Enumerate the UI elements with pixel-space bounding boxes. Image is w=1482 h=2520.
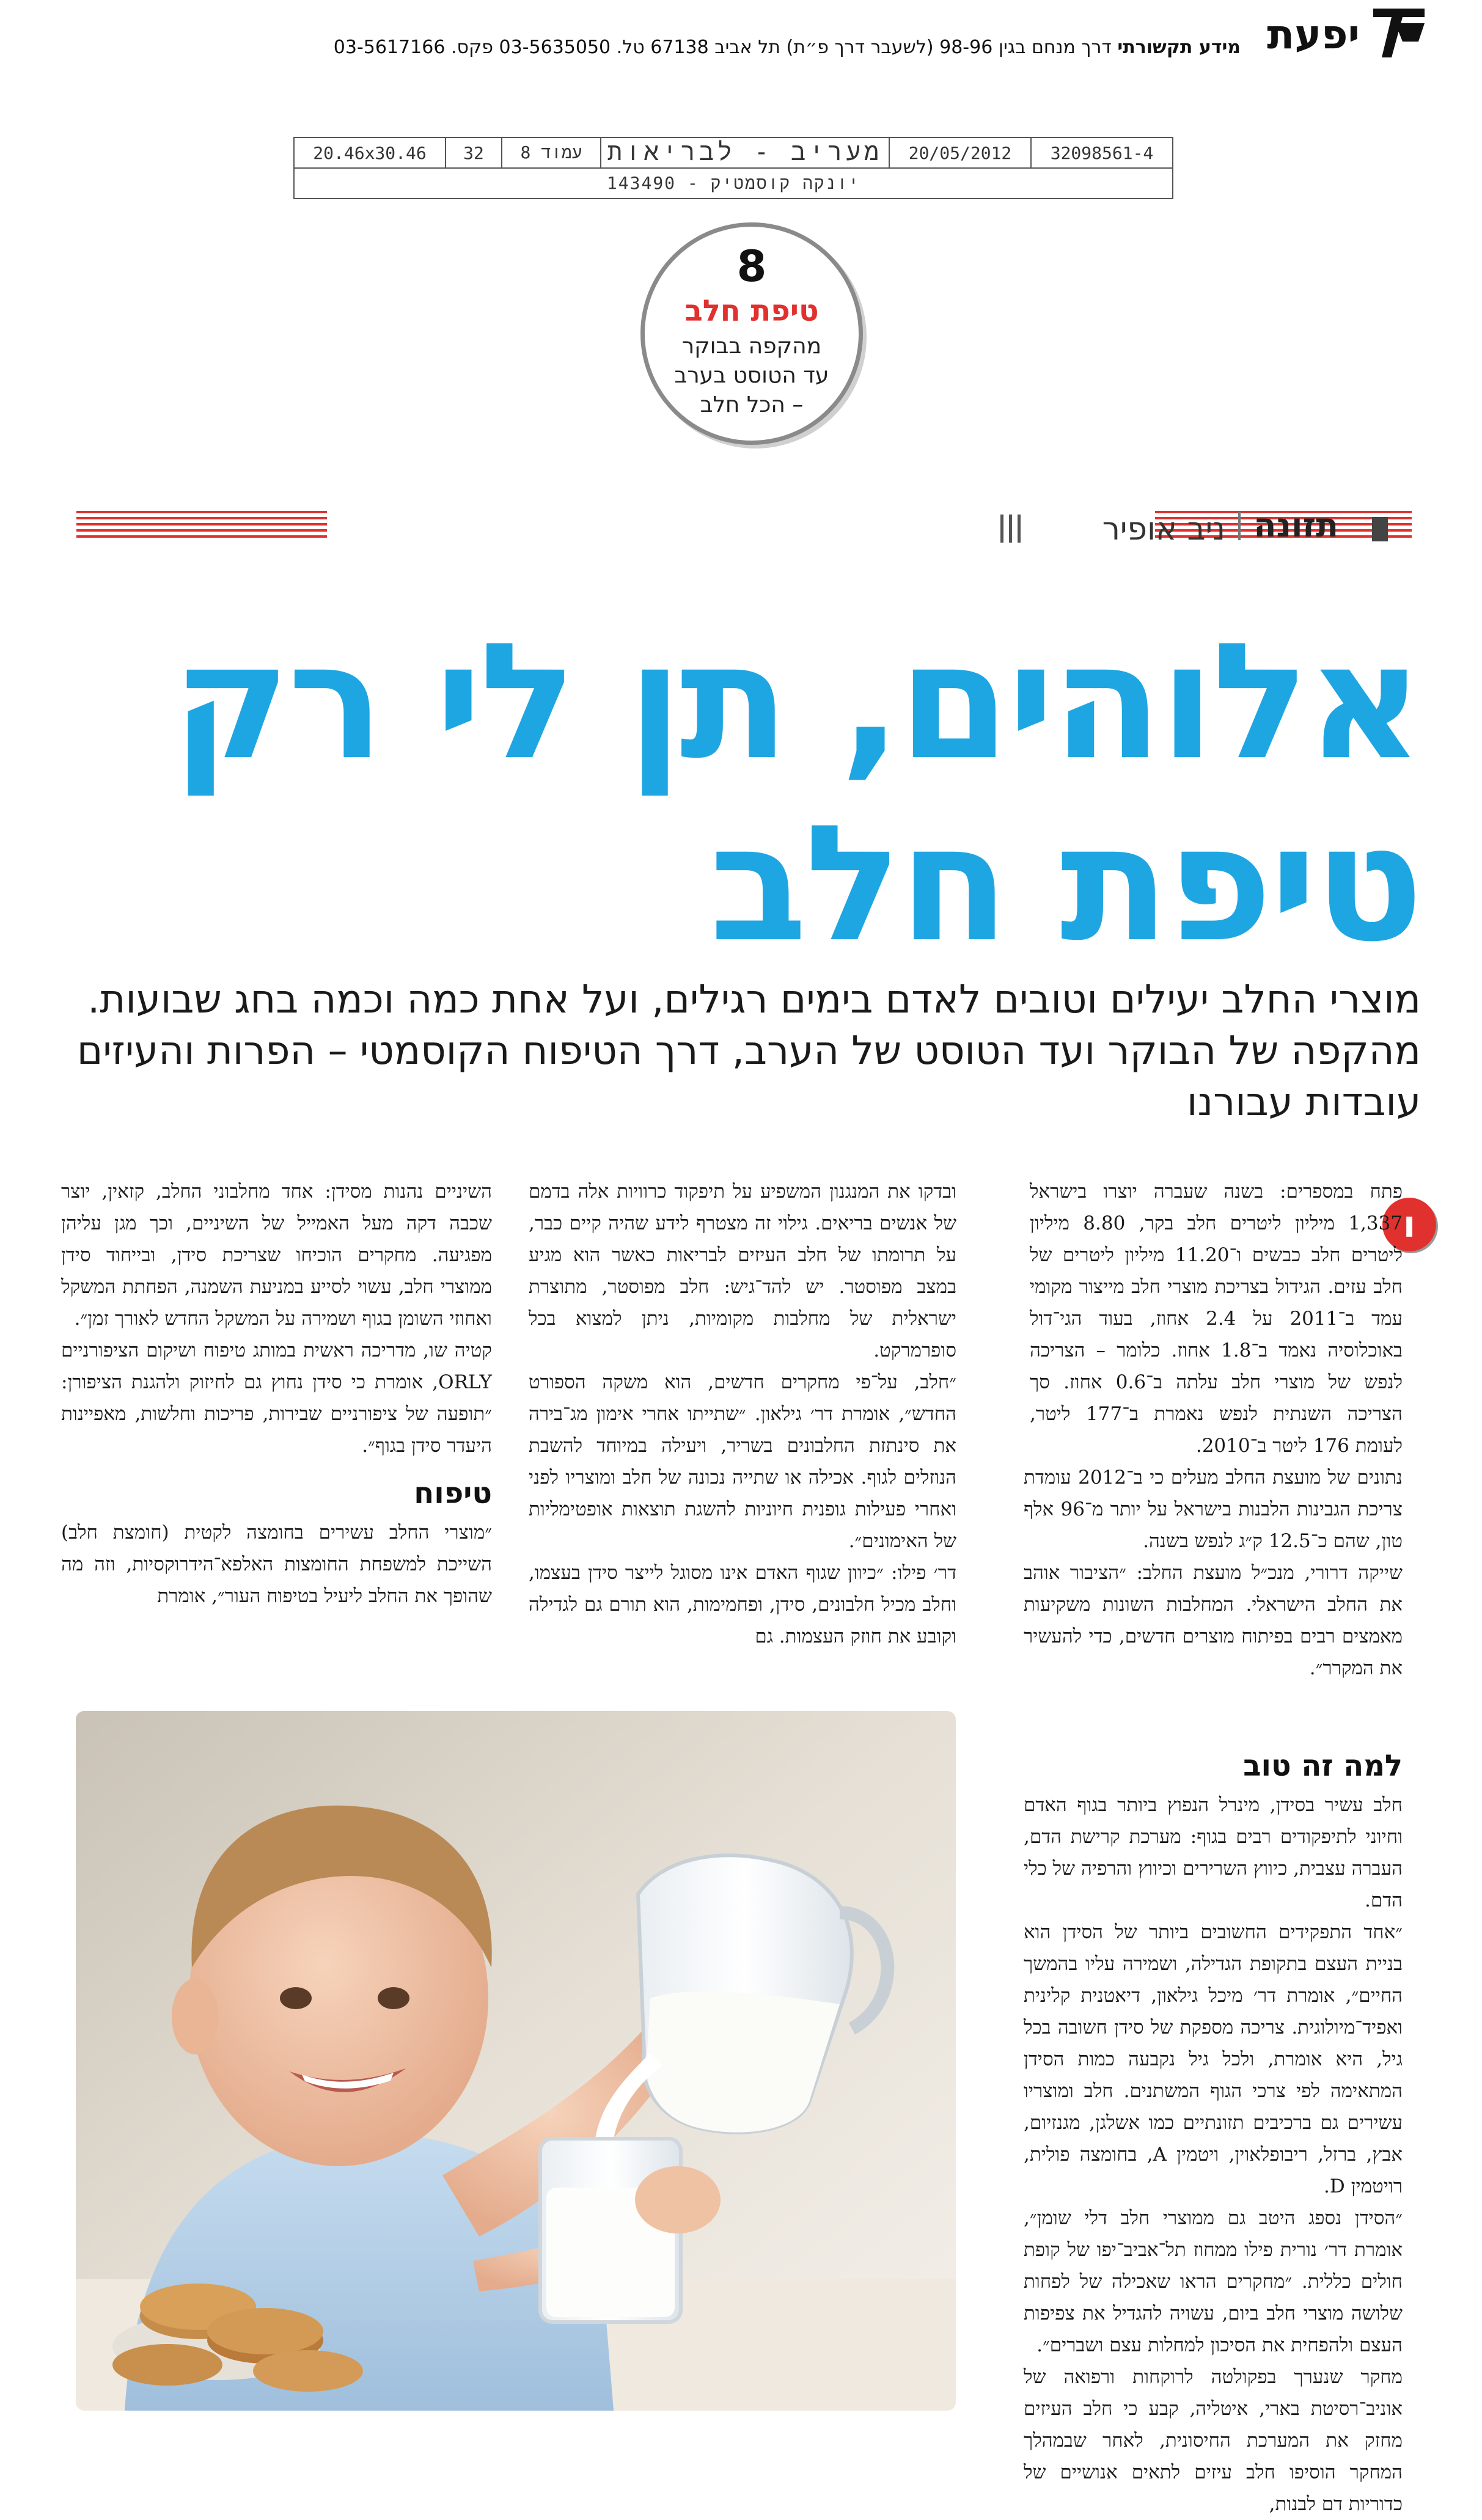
teaser-title: טיפת חלב — [684, 294, 819, 328]
body-paragraph: מחקר שנערך בפקולטה לרוקחות ורפואה של אוניב־רסיטת בארי, איטליה, קבע כי חלב העיזים מחזק את המערכת החיסונית, לאחר שבמהלך המחקר הוסיפו חלב עיזים לתאים אנושיים של כדוריות דם לבנות, — [1024, 2366, 1403, 2515]
clipping-dimensions: 20.46x30.46 — [313, 142, 427, 163]
article-lead: מוצרי החלב יעילים וטובים לאדם בימים רגילים, ועל אחת כמה וכמה בחג שבועות. מהקפה של הבוקר ועד הטוסט של הערב, דרך הטיפוח הקוסמטי – הפרות והעיזים עובדות עבורנו — [76, 977, 1421, 1125]
agency-address-line — [334, 37, 1241, 58]
clipping-metadata-table — [293, 137, 1173, 199]
publication-badge-icon: ו — [1382, 1198, 1436, 1251]
clipping-page-label: עמוד 8 — [501, 138, 600, 167]
body-paragraph: השיניים נהנות מסידן: אחד מחלבוני החלב, קזאין, יוצר שכבה דקה מעל האמייל של השיניים, וכך מגן עליהן מפגיעה. מחקרים הוכיחו שצריכת סידן, ובייחוד סידן ממוצרי חלב, עשוי לסייע במניעת השמנה, הפחתת המשקל ואחוזי השומן בגוף ושמירה על המשקל החדש לאורך זמן״. — [61, 1181, 492, 1330]
article-headline: אלוהים, תן לי רק טיפת חלב — [172, 609, 1421, 977]
clipping-page-size: 32 — [445, 138, 501, 167]
article-photo — [76, 1711, 956, 2411]
body-column-right-lower — [1024, 1748, 1403, 2520]
section-ticks — [995, 515, 1021, 545]
body-paragraph: חלב עשיר בסידן, מינרל הנפוץ ביותר בגוף האדם וחיוני לתיפקודים רבים בגוף: מערכת קרישת הדם, העברה עצבית, כיווץ השרירים וכיווץ והרפיה של כלי הדם. — [1024, 1794, 1403, 1911]
agency-name: יפעת — [1267, 11, 1360, 58]
body-paragraph: ״הסידן נספג היטב גם ממוצרי חלב דלי שומן״, אומרת דר׳ נורית פילו ממחוז תל־אביב־יפו של קופת חולים כללית. ״מחקרים הראו שאכילה של לפחות שלושה מוצרי חלב ביום, עשויה להגדיל את צפיפות העצם ולהפחית את הסיכון למחלות עצם ושברים״. — [1024, 2207, 1403, 2356]
section-rule-left — [76, 511, 327, 539]
agency-tagline: מידע תקשורתי — [1117, 37, 1241, 58]
teaser-number: 8 — [736, 241, 767, 291]
clipping-id: 32098561-4 — [1030, 138, 1172, 167]
body-column-middle — [529, 1176, 956, 1652]
boy-pouring-milk-illustration — [76, 1711, 956, 2411]
body-column-left — [61, 1176, 492, 1612]
teaser-text: מהקפה בבוקר עד הטוסט בערב – הכל חלב — [674, 334, 829, 417]
section-separator — [1238, 512, 1241, 540]
body-paragraph: דר׳ פילו: ״כיוון שגוף האדם אינו מסוגל לייצר סידן בעצמו, וחלב מכיל חלבונים, סידן, ופחמימות, הוא תורם גם לגדילה וקובע את חוזק העצמות. גם — [529, 1562, 956, 1647]
agency-address: דרך מנחם בגין 98-96 (לשעבר דרך פ״ת) תל אביב 67138 טל. 03-5635050 פקס. 03-5617166 — [333, 37, 1112, 58]
body-paragraph: נתונים של מועצת החלב מעלים כי ב־2012 עומדת צריכת הגבינות הלבנות בישראל על יותר מ־96 אלף טון, שהם כ־12.5 ק״ג לנפש בשנה. — [1024, 1467, 1403, 1552]
body-paragraph: ״אחד התפקידים החשובים ביותר של הסידן הוא בניית העצם בתקופת הגדילה, ושמירה עליו בהמשך החיים״, אומרת דר׳ מיכל גילאון, דיאטנית קלינית ואפיד־מיולוגית. צריכה מספקת של סידן חשובה בכל גיל, היא אומרת, ולכל גיל נקבעה כמות הסידן המתאימה לפי צרכי הגוף המשתנים. חלב ומוצריו עשירים גם ברכיבים תזונתיים כמו אשלגן, מגנזיום, אבץ, ברזל, ריבופלאוין, ויטמין A, בחומצה פולית, רויטמין D. — [1024, 1921, 1403, 2197]
clipping-publication: מעריב - לבריאות — [600, 138, 889, 167]
body-paragraph: פתח במספרים: בשנה שעברה יוצרו בישראל 1,337 מיליון ליטרים חלב בקר, 8.80 מיליון ליטרים חלב כבשים ו־11.20 מיליון ליטרים של חלב עזים. הגידול בצריכת מוצרי חלב מייצור מקומי עמד ב־2011 על 2.4 אחוז, בעוד הגי־דול באוכלוסיה נאמד ב־1.8 אחוז. כלומר – הצריכה לנפש של מוצרי חלב עלתה ב־0.6 אחוז. סך הצריכה השנתית לנפש נאמרת ב־177 ליטר, לעומת 176 ליטר ב־2010. — [1030, 1181, 1403, 1457]
body-paragraph: ובדקו את המנגנון המשפיע על תיפקוד כרוויות אלה בדמם של אנשים בריאים. גילוי זה מצטרף לידע שהיה קיים כבר, על תרומתו של חלב העיזים לבריאות כאשר הוא מגיע במצב מפוסטר. יש להד־גיש: חלב מפוסטר, מתוצרת ישראלית של מחלבות מקומיות, ניתן למצוא בכל סופרמרקט. — [529, 1181, 956, 1361]
body-paragraph: ״מוצרי החלב עשירים בחומצה לקטית (חומצת חלב) השייכת למשפחת החומצות האלפא־הידרוקסיות, וזה מה שהופך את החלב ליעיל בטיפוח העור״, אומרת — [61, 1522, 492, 1607]
clipping-date: 20/05/2012 — [889, 138, 1030, 167]
clipping-client-line: יונקה קוסמטיק - 143490 — [606, 172, 860, 193]
subheading-grooming: טיפוח — [414, 1476, 492, 1511]
article-author: ניב אופיר — [1102, 511, 1225, 548]
body-column-right — [1024, 1176, 1403, 1684]
section-label: תזונה — [1253, 506, 1338, 544]
body-paragraph: ״חלב, על־פי מחקרים חדשים, הוא משקה הספורט החדש״, אומרת דר׳ גילאון. ״שתייתו אחרי אימון מג־בירה את סינתזת החלבונים בשריר, ויעילה במיוחד להשבת הנוזלים לגוף. אכילה או שתייה נכונה של חלב ומוצריו לפני ואחרי פעילות גופנית חיוניות להשגת תוצאות אופטימליות של האימונים״. — [529, 1371, 956, 1552]
subheading-why-good: למה זה טוב — [1243, 1749, 1403, 1783]
body-paragraph: שייקה דרורי, מנכ״ל מועצת החלב: ״הציבור אוהב את החלב הישראלי. המחלבות השונות משקיעות מאמצים רבים בפיתוח מוצרים חדשים, כדי להעשיר את המקרר״. — [1024, 1562, 1403, 1679]
teaser-circle — [640, 222, 863, 445]
agency-logo-icon — [1371, 5, 1427, 61]
section-square-icon — [1372, 517, 1388, 541]
body-paragraph: קטיה שו, מדריכה ראשית במותג טיפוח ושיקום הציפורניים ORLY, אומרת כי סידן נחוץ גם לחיזוק ולהגנת הציפורן: ״תופעה של ציפורניים שבירות, פריכות וחלשות, מאפיינות היעדר סידן בגוף״. — [61, 1339, 492, 1457]
